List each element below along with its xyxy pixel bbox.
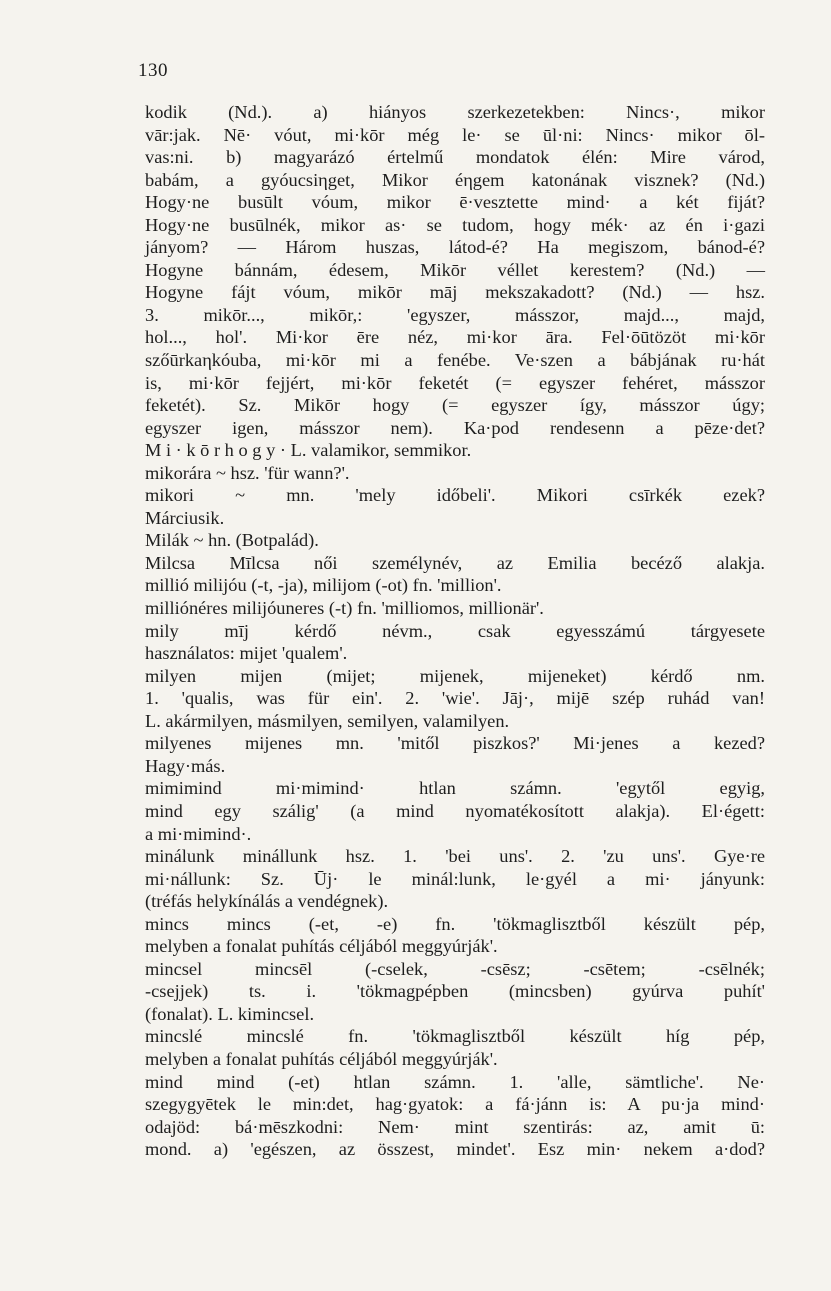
text-line: melyben a fonalat puhítás céljából meggyúrják'.: [145, 1048, 498, 1069]
text-line: babám, a gyóucsiηget, Mikor éηgem katonának visznek? (Nd.): [145, 169, 765, 190]
text-line: Hogyne bánnám, édesem, Mikōr véllet kerestem? (Nd.) —: [145, 259, 765, 280]
text-line: szőūrkaηkóuba, mi·kōr mi a fenébe. Ve·szen a bábjának ru·hát: [145, 350, 765, 371]
text-line: a mi·mimind·.: [145, 823, 252, 844]
dictionary-text: [145, 101, 765, 1161]
text-line: kodik (Nd.). a) hiányos szerkezetekben: Nincs·, mikor: [145, 102, 765, 122]
text-line: mikori ~ mn. 'mely időbeli'. Mikori csīrkék ezek?: [145, 485, 765, 506]
text-line: milyenes mijenes mn. 'mitől piszkos?' Mi·jenes a kezed?: [145, 733, 765, 754]
text-line: Milák ~ hn. (Botpalád).: [145, 530, 319, 551]
text-line: mily mīj kérdő névm., csak egyesszámú tárgyesete: [145, 620, 765, 641]
text-line: mind egy szálig' (a mind nyomatékosított alakja). El·égett:: [145, 800, 765, 821]
text-line: 1. 'qualis, was für ein'. 2. 'wie'. Jāj·, mijē szép ruhád van!: [145, 688, 765, 709]
text-line: 3. mikōr..., mikōr,: 'egyszer, másszor, majd..., majd,: [145, 304, 765, 325]
text-line: mincslé mincslé fn. 'tökmaglisztből készült híg pép,: [145, 1026, 765, 1047]
text-line: Milcsa Mīlcsa női személynév, az Emilia becéző alakja.: [145, 552, 765, 573]
text-line: mind mind (-et) htlan számn. 1. 'alle, sämtliche'. Ne·: [145, 1071, 765, 1092]
text-line: használatos: mijet 'qualem'.: [145, 643, 348, 664]
text-line: (tréfás helykínálás a vendégnek).: [145, 891, 389, 912]
text-line: mi·nállunk: Sz. Ūj· le minál:lunk, le·gyél a mi· jányunk:: [145, 868, 765, 889]
text-line: minálunk minállunk hsz. 1. 'bei uns'. 2. 'zu uns'. Gye·re: [145, 846, 765, 867]
text-line: szegygyētek le min:det, hag·gyatok: a fá·jánn is: A pu·ja mind·: [145, 1094, 765, 1115]
text-line: mincsel mincsēl (-cselek, -csēsz; -csētem; -csēlnék;: [145, 958, 765, 979]
text-line: millió milijóu (-t, -ja), milijom (-ot) fn. 'million'.: [145, 575, 502, 596]
text-line: Hogy·ne busūlt vóum, mikor ē·vesztette mind· a két fiját?: [145, 192, 765, 213]
text-line: melyben a fonalat puhítás céljából meggyúrják'.: [145, 936, 498, 957]
text-line: -csejjek) ts. i. 'tökmagpépben (mincsben) gyúrva puhít': [145, 981, 765, 1002]
text-line: mincs mincs (-et, -e) fn. 'tökmaglisztből készült pép,: [145, 913, 765, 934]
text-line: mikorára ~ hsz. 'für wann?'.: [145, 462, 350, 483]
text-line: egyszer igen, másszor nem). Ka·pod rendesenn a pēze·det?: [145, 417, 765, 438]
text-line: mond. a) 'egészen, az összest, mindet'. Esz min· nekem a·dod?: [145, 1139, 765, 1160]
text-line: M i · k ō r h o g y · L. valamikor, semmikor.: [145, 440, 472, 461]
text-line: hol..., hol'. Mi·kor ēre néz, mi·kor āra. Fel·ōūtözöt mi·kōr: [145, 327, 765, 348]
text-line: vas:ni. b) magyarázó értelmű mondatok élén: Mire várod,: [145, 147, 765, 168]
text-line: Hogy·ne busūlnék, mikor as· se tudom, hogy mék· az én i·gazi: [145, 214, 765, 235]
text-line: L. akármilyen, másmilyen, semilyen, valamilyen.: [145, 710, 510, 731]
text-line: milyen mijen (mijet; mijenek, mijeneket) kérdő nm.: [145, 665, 765, 686]
text-line: (fonalat). L. kimincsel.: [145, 1003, 315, 1024]
text-line: feketét). Sz. Mikōr hogy (= egyszer így, másszor úgy;: [145, 395, 765, 416]
text-line: Hagy·más.: [145, 755, 226, 776]
text-line: mimimind mi·mimind· htlan számn. 'egytől egyig,: [145, 778, 765, 799]
page-number: 130: [138, 60, 168, 81]
text-line: Márciusik.: [145, 507, 225, 528]
text-line: Hogyne fájt vóum, mikōr māj mekszakadott? (Nd.) — hsz.: [145, 282, 765, 303]
text-line: milliónéres milijóuneres (-t) fn. 'milliomos, millionär'.: [145, 598, 544, 619]
text-line: jányom? — Három huszas, látod-é? Ha megiszom, bánod-é?: [145, 237, 765, 258]
text-line: is, mi·kōr fejjért, mi·kōr feketét (= egyszer fehéret, másszor: [145, 372, 765, 393]
text-line: odajöd: bá·mēszkodni: Nem· mint szentirás: az, amit ū:: [145, 1116, 765, 1137]
text-line: vār:jak. Nē· vóut, mi·kōr még le· se ūl·ni: Nincs· mikor ōl-: [145, 124, 765, 145]
